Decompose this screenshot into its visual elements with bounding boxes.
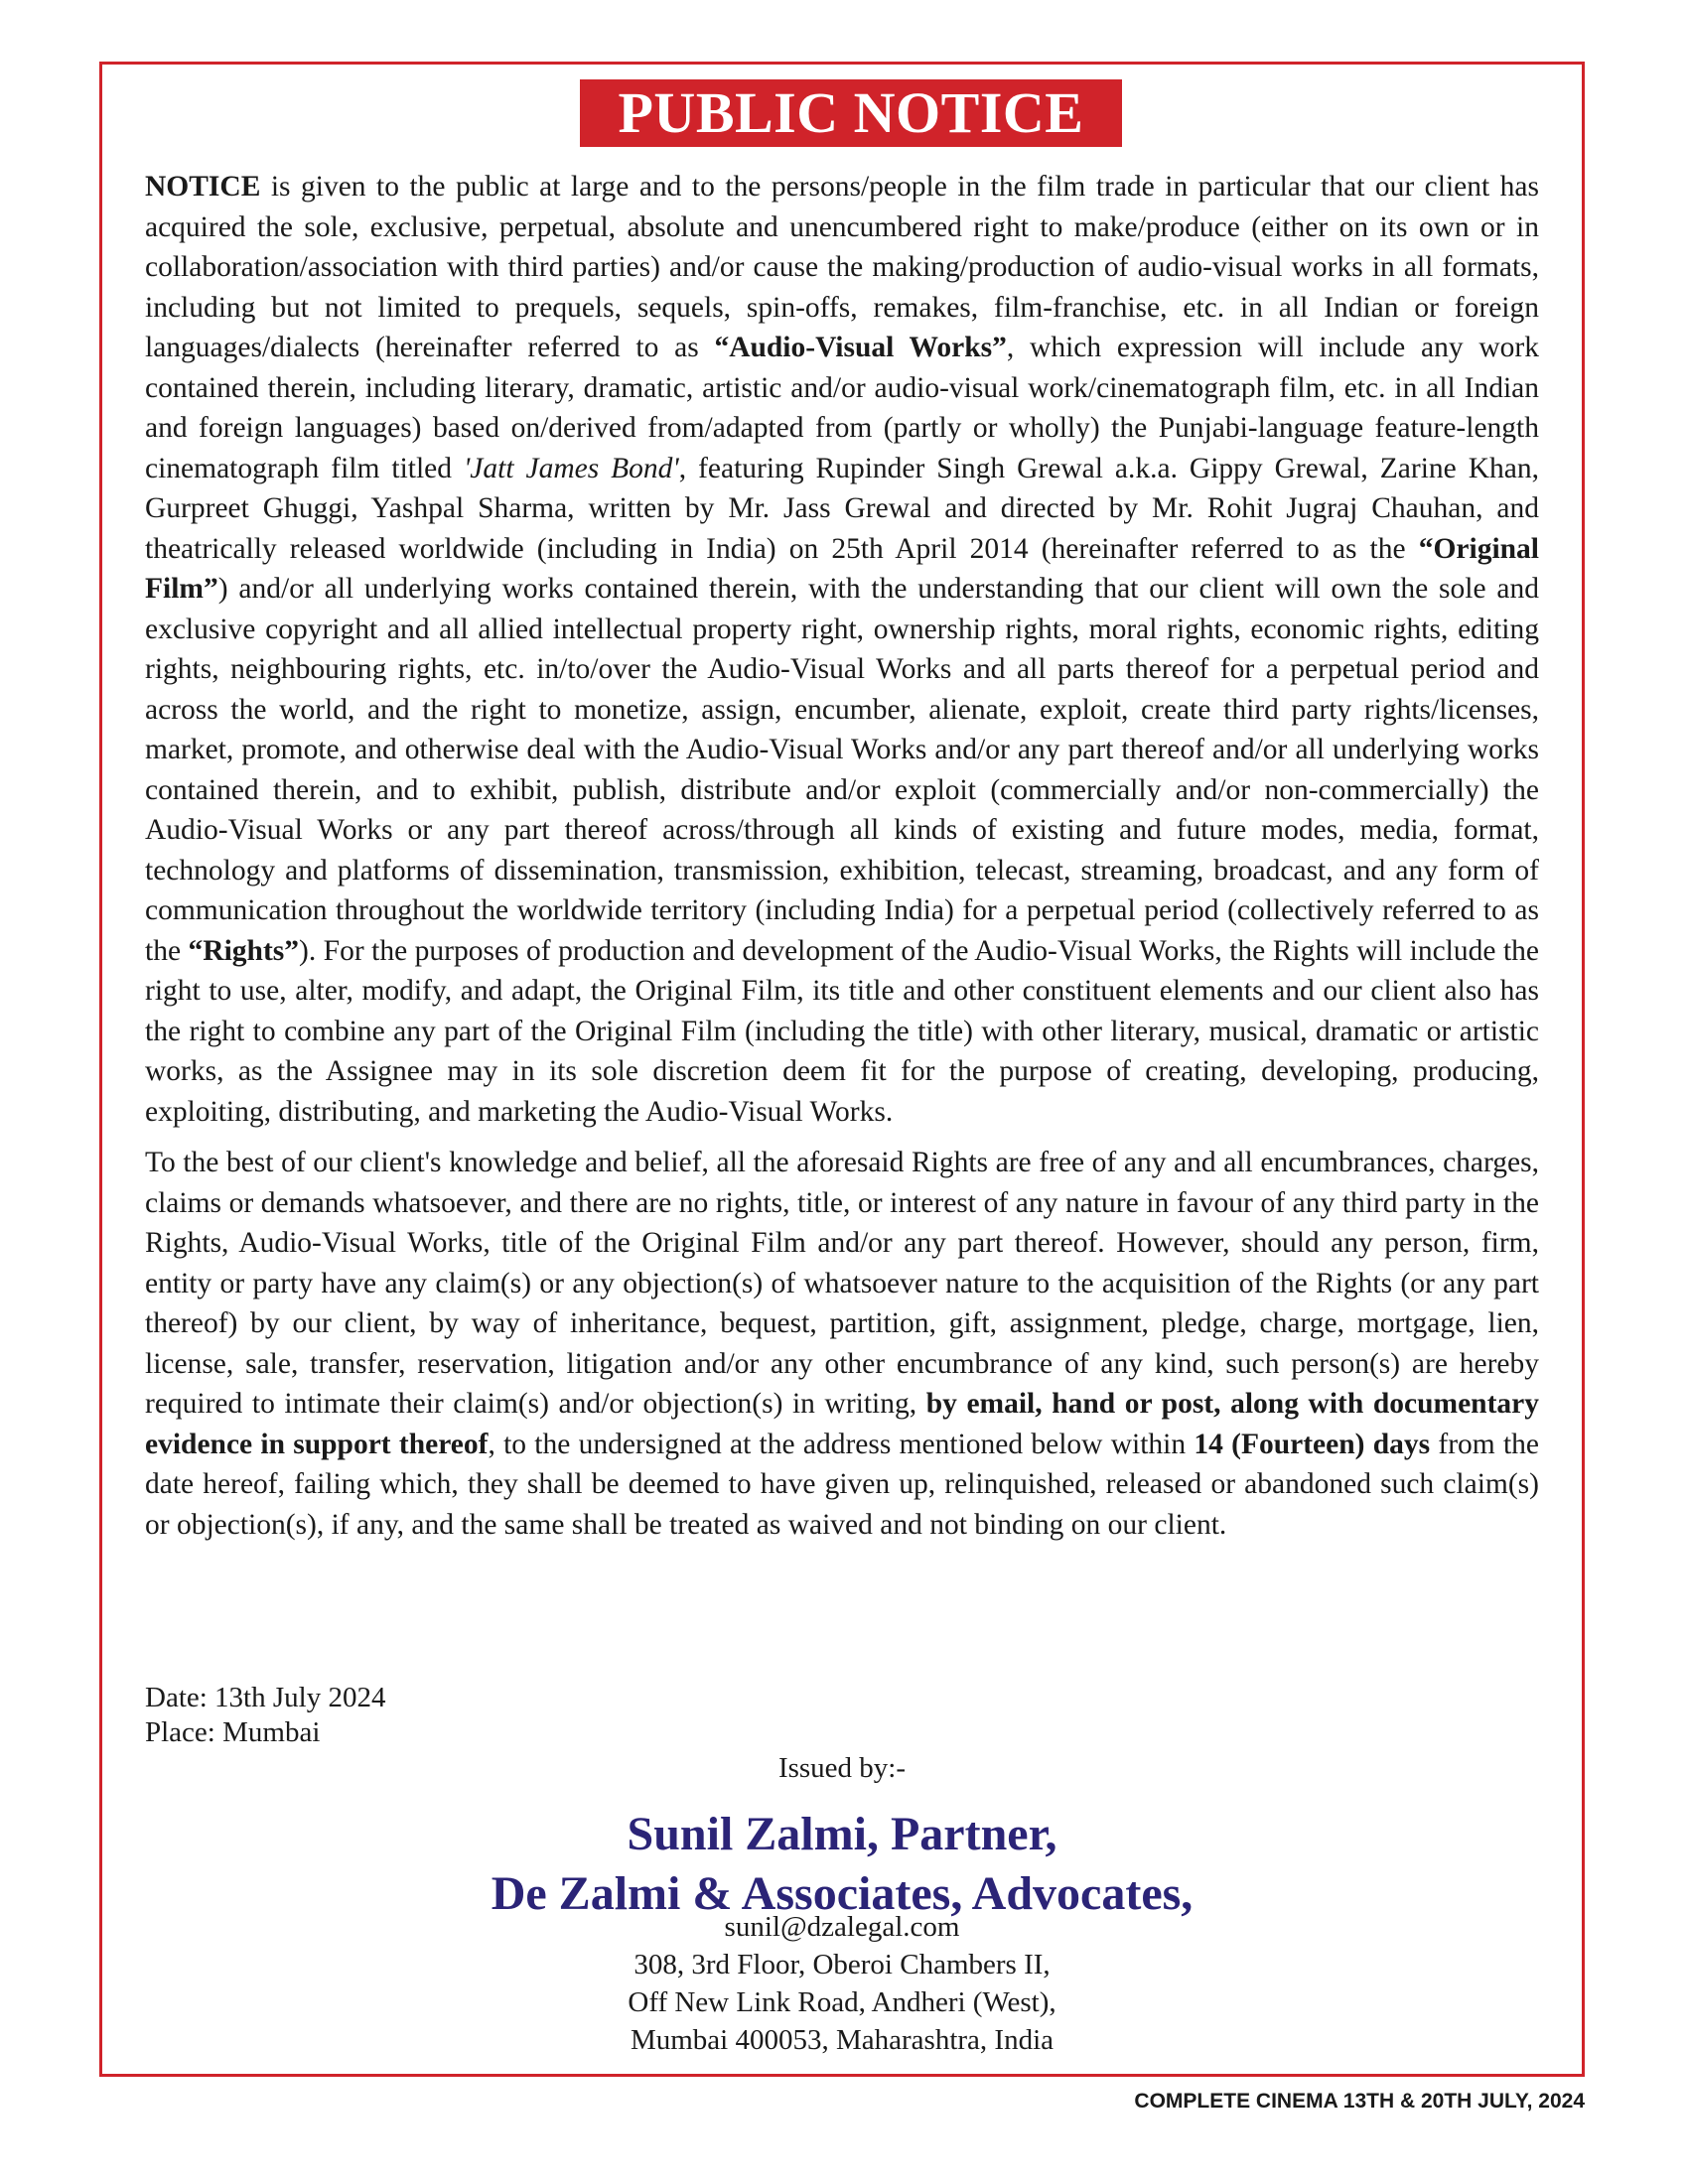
paragraph-text-run: “Original Film” bbox=[145, 532, 1539, 605]
issued-by-label: Issued by:- bbox=[777, 1752, 907, 1784]
paragraph-text-run: , featuring Rupinder Singh Grewal a.k.a. Gippy Grewal, Zarine Khan, Gurpreet Ghuggi, Yashpal Sharma, written by Mr. Jass Grewal and directed by Mr. Rohit Jugraj Chauhan, and theatrically released worldwide (including in India) on 25th April 2014 (hereinafter referred to as the bbox=[145, 452, 1539, 565]
paragraph-text-run: 14 (Fourteen) days bbox=[1194, 1428, 1431, 1460]
paragraph-text-run: from the date hereof, failing which, they shall be deemed to have given up, relinquished, released or abandoned such claim(s) or objection(s), if any, and the same shall be treated as waived and not binding on our client. bbox=[145, 1428, 1540, 1541]
issuer-firm: De Zalmi & Associates, Advocates, bbox=[491, 1867, 1194, 1920]
paragraph-text-run: is given to the public at large and to the persons/people in the film trade in particular that our client has acquired the sole, exclusive, perpetual, absolute and unencumbered right to make/produce (either on its own or in collaboration/association with third parties) and/or cause the making/production of audio-visual works in all formats, including but not limited to prequels, sequels, spin-offs, remakes, film-franchise, etc. in all Indian or foreign languages/dialects (hereinafter referred to as bbox=[145, 171, 1539, 363]
notice-body bbox=[145, 167, 1539, 1545]
paragraph-text-run: ). For the purposes of production and development of the Audio-Visual Works, the Rights will include the right to use, alter, modify, and adapt, the Original Film, its title and other constituent elements and our client also has the right to combine any part of the Original Film (including the title) with other literary, musical, dramatic or artistic works, as the Assignee may in its sole discretion deem fit for the purpose of creating, developing, producing, exploiting, distributing, and marketing the Audio-Visual Works. bbox=[145, 934, 1539, 1128]
paragraph-text-run: , to the undersigned at the address mentioned below within bbox=[488, 1428, 1195, 1460]
paragraph-text-run: , which expression will include any work contained therein, including literary, dramatic, artistic and/or audio-visual work/cinematograph film, etc. in all Indian and foreign languages) based on/derived from/adapted from (partly or wholly) the Punjabi-language feature-length cinematograph film titled bbox=[145, 332, 1539, 484]
notice-paragraph-1 bbox=[145, 167, 1539, 1132]
address-line: 308, 3rd Floor, Oberoi Chambers II, bbox=[633, 1949, 1051, 1980]
issuer-address bbox=[99, 1908, 1585, 2059]
notice-title: PUBLIC NOTICE bbox=[580, 79, 1122, 147]
notice-paragraph-2 bbox=[145, 1143, 1539, 1545]
date-place-block bbox=[145, 1681, 385, 1750]
paragraph-text-run: by email, hand or post, along with documentary evidence in support thereof bbox=[145, 1388, 1539, 1460]
paragraph-text-run: “Rights” bbox=[188, 934, 299, 967]
place-line: Place: Mumbai bbox=[145, 1716, 321, 1748]
date-line: Date: 13th July 2024 bbox=[145, 1682, 386, 1713]
publication-footer: COMPLETE CINEMA 13TH & 20TH JULY, 2024 bbox=[1134, 2090, 1585, 2113]
paragraph-text-run: NOTICE bbox=[145, 171, 261, 203]
address-line: Mumbai 400053, Maharashtra, India bbox=[630, 2024, 1055, 2056]
address-line: Off New Link Road, Andheri (West), bbox=[628, 1986, 1056, 2018]
paragraph-text-run: 'Jatt James Bond' bbox=[463, 452, 679, 484]
paragraph-text-run: “Audio-Visual Works” bbox=[714, 332, 1007, 363]
paragraph-text-run: ) and/or all underlying works contained therein, with the understanding that our client will own the sole and exclusive copyright and all allied intellectual property right, ownership rights, moral rights, economic rights, editing rights, neighbouring rights, etc. in/to/over the Audio-Visual Works and all parts thereof for a perpetual period and across the world, and the right to monetize, assign, encumber, alienate, exploit, create third party rights/licenses, market, promote, and otherwise deal with the Audio-Visual Works and/or any part thereof and/or all underlying works contained therein, and to exhibit, publish, distribute and/or exploit (commercially and/or non-commercially) the Audio-Visual Works or any part thereof across/through all kinds of existing and future modes, media, format, technology and platforms of dissemination, transmission, exhibition, telecast, streaming, broadcast, and any form of communication throughout the worldwide territory (including India) for a perpetual period (collectively referred to as the bbox=[145, 573, 1539, 967]
issuer-email: sunil@dzalegal.com bbox=[724, 1911, 960, 1943]
issuer-name: Sunil Zalmi, Partner, bbox=[627, 1808, 1057, 1860]
paragraph-text-run: To the best of our client's knowledge and belief, all the aforesaid Rights are free of any and all encumbrances, charges, claims or demands whatsoever, and there are no rights, title, or interest of any nature in favour of any third party in the Rights, Audio-Visual Works, title of the Original Film and/or any part thereof. However, should any person, firm, entity or party have any claim(s) or any objection(s) of whatsoever nature to the acquisition of the Rights (or any part thereof) by our client, by way of inheritance, bequest, partition, gift, assignment, pledge, charge, mortgage, lien, license, sale, transfer, reservation, litigation and/or any other encumbrance of any kind, such person(s) are hereby required to intimate their claim(s) and/or objection(s) in writing, bbox=[145, 1147, 1539, 1420]
